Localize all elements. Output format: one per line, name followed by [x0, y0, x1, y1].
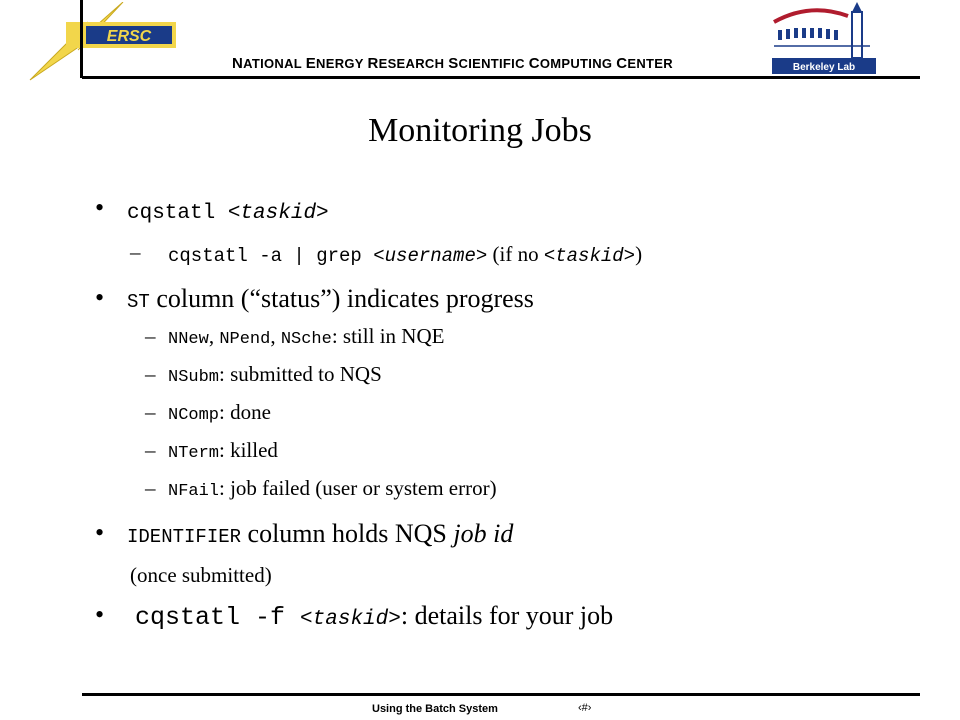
status-item: NComp: done: [168, 400, 271, 425]
bullet-cqstatl-arg: <taskid>: [227, 202, 329, 225]
status-item: NFail: job failed (user or system error): [168, 476, 497, 501]
berkeley-lab-logo-text: Berkeley Lab: [792, 62, 856, 73]
slide-title: Monitoring Jobs: [368, 112, 592, 149]
page-number: ‹#›: [578, 702, 592, 714]
header-vertical-rule: [80, 0, 83, 78]
bullet-cqstatl-f: cqstatl -f <taskid>: details for your job: [135, 601, 614, 632]
sub-bullet-marker: –: [145, 362, 156, 386]
org-word-3: RESEARCH: [367, 55, 445, 72]
bullet-marker: •: [95, 600, 105, 629]
footer-rule: [82, 693, 920, 696]
bullet-marker: •: [95, 518, 105, 547]
sub-bullet-marker: –: [145, 324, 156, 348]
grep-cmd: cqstatl -a | grep: [168, 245, 374, 267]
header-rule: [82, 76, 920, 79]
sub-bullet-marker: –: [130, 240, 141, 264]
sub-bullet-marker: –: [145, 400, 156, 424]
identifier-code: IDENTIFIER: [127, 526, 242, 548]
sub-bullet-grep: cqstatl -a | grep <username> (if no <taskid>): [168, 242, 643, 267]
cqstatl-f-arg: <taskid>: [300, 608, 401, 631]
org-word-2: ENERGY: [305, 55, 364, 72]
identifier-note: (once submitted): [130, 563, 272, 587]
org-word-5: COMPUTING: [528, 55, 613, 72]
status-item: NNew, NPend, NSche: still in NQE: [168, 324, 445, 349]
bullet-marker: •: [95, 283, 105, 312]
nersc-logo: [28, 2, 178, 82]
bullet-cqstatl: [127, 199, 329, 225]
grep-arg: <username>: [373, 245, 488, 267]
bullet-marker: •: [95, 193, 105, 222]
status-item: NTerm: killed: [168, 438, 278, 463]
bullet-cqstatl-cmd: cqstatl: [127, 202, 228, 225]
footer-text: Using the Batch System: [372, 703, 498, 715]
org-word-4: SCIENTIFIC: [448, 55, 525, 72]
st-code: ST: [127, 291, 150, 313]
org-word-6: CENTER: [616, 55, 673, 72]
berkeley-lab-logo: [770, 2, 880, 76]
cqstatl-f-cmd: cqstatl -f: [135, 603, 301, 632]
bullet-identifier-column: IDENTIFIER column holds NQS job id: [127, 519, 514, 548]
bullet-st-column: ST column (“status”) indicates progress: [127, 284, 534, 313]
sub-bullet-marker: –: [145, 438, 156, 462]
nersc-logo-text: ERSC: [106, 28, 152, 45]
organization-name: [232, 55, 673, 72]
sub-bullet-marker: –: [145, 476, 156, 500]
org-word-1: NATIONAL: [232, 55, 302, 72]
status-item: NSubm: submitted to NQS: [168, 362, 382, 387]
